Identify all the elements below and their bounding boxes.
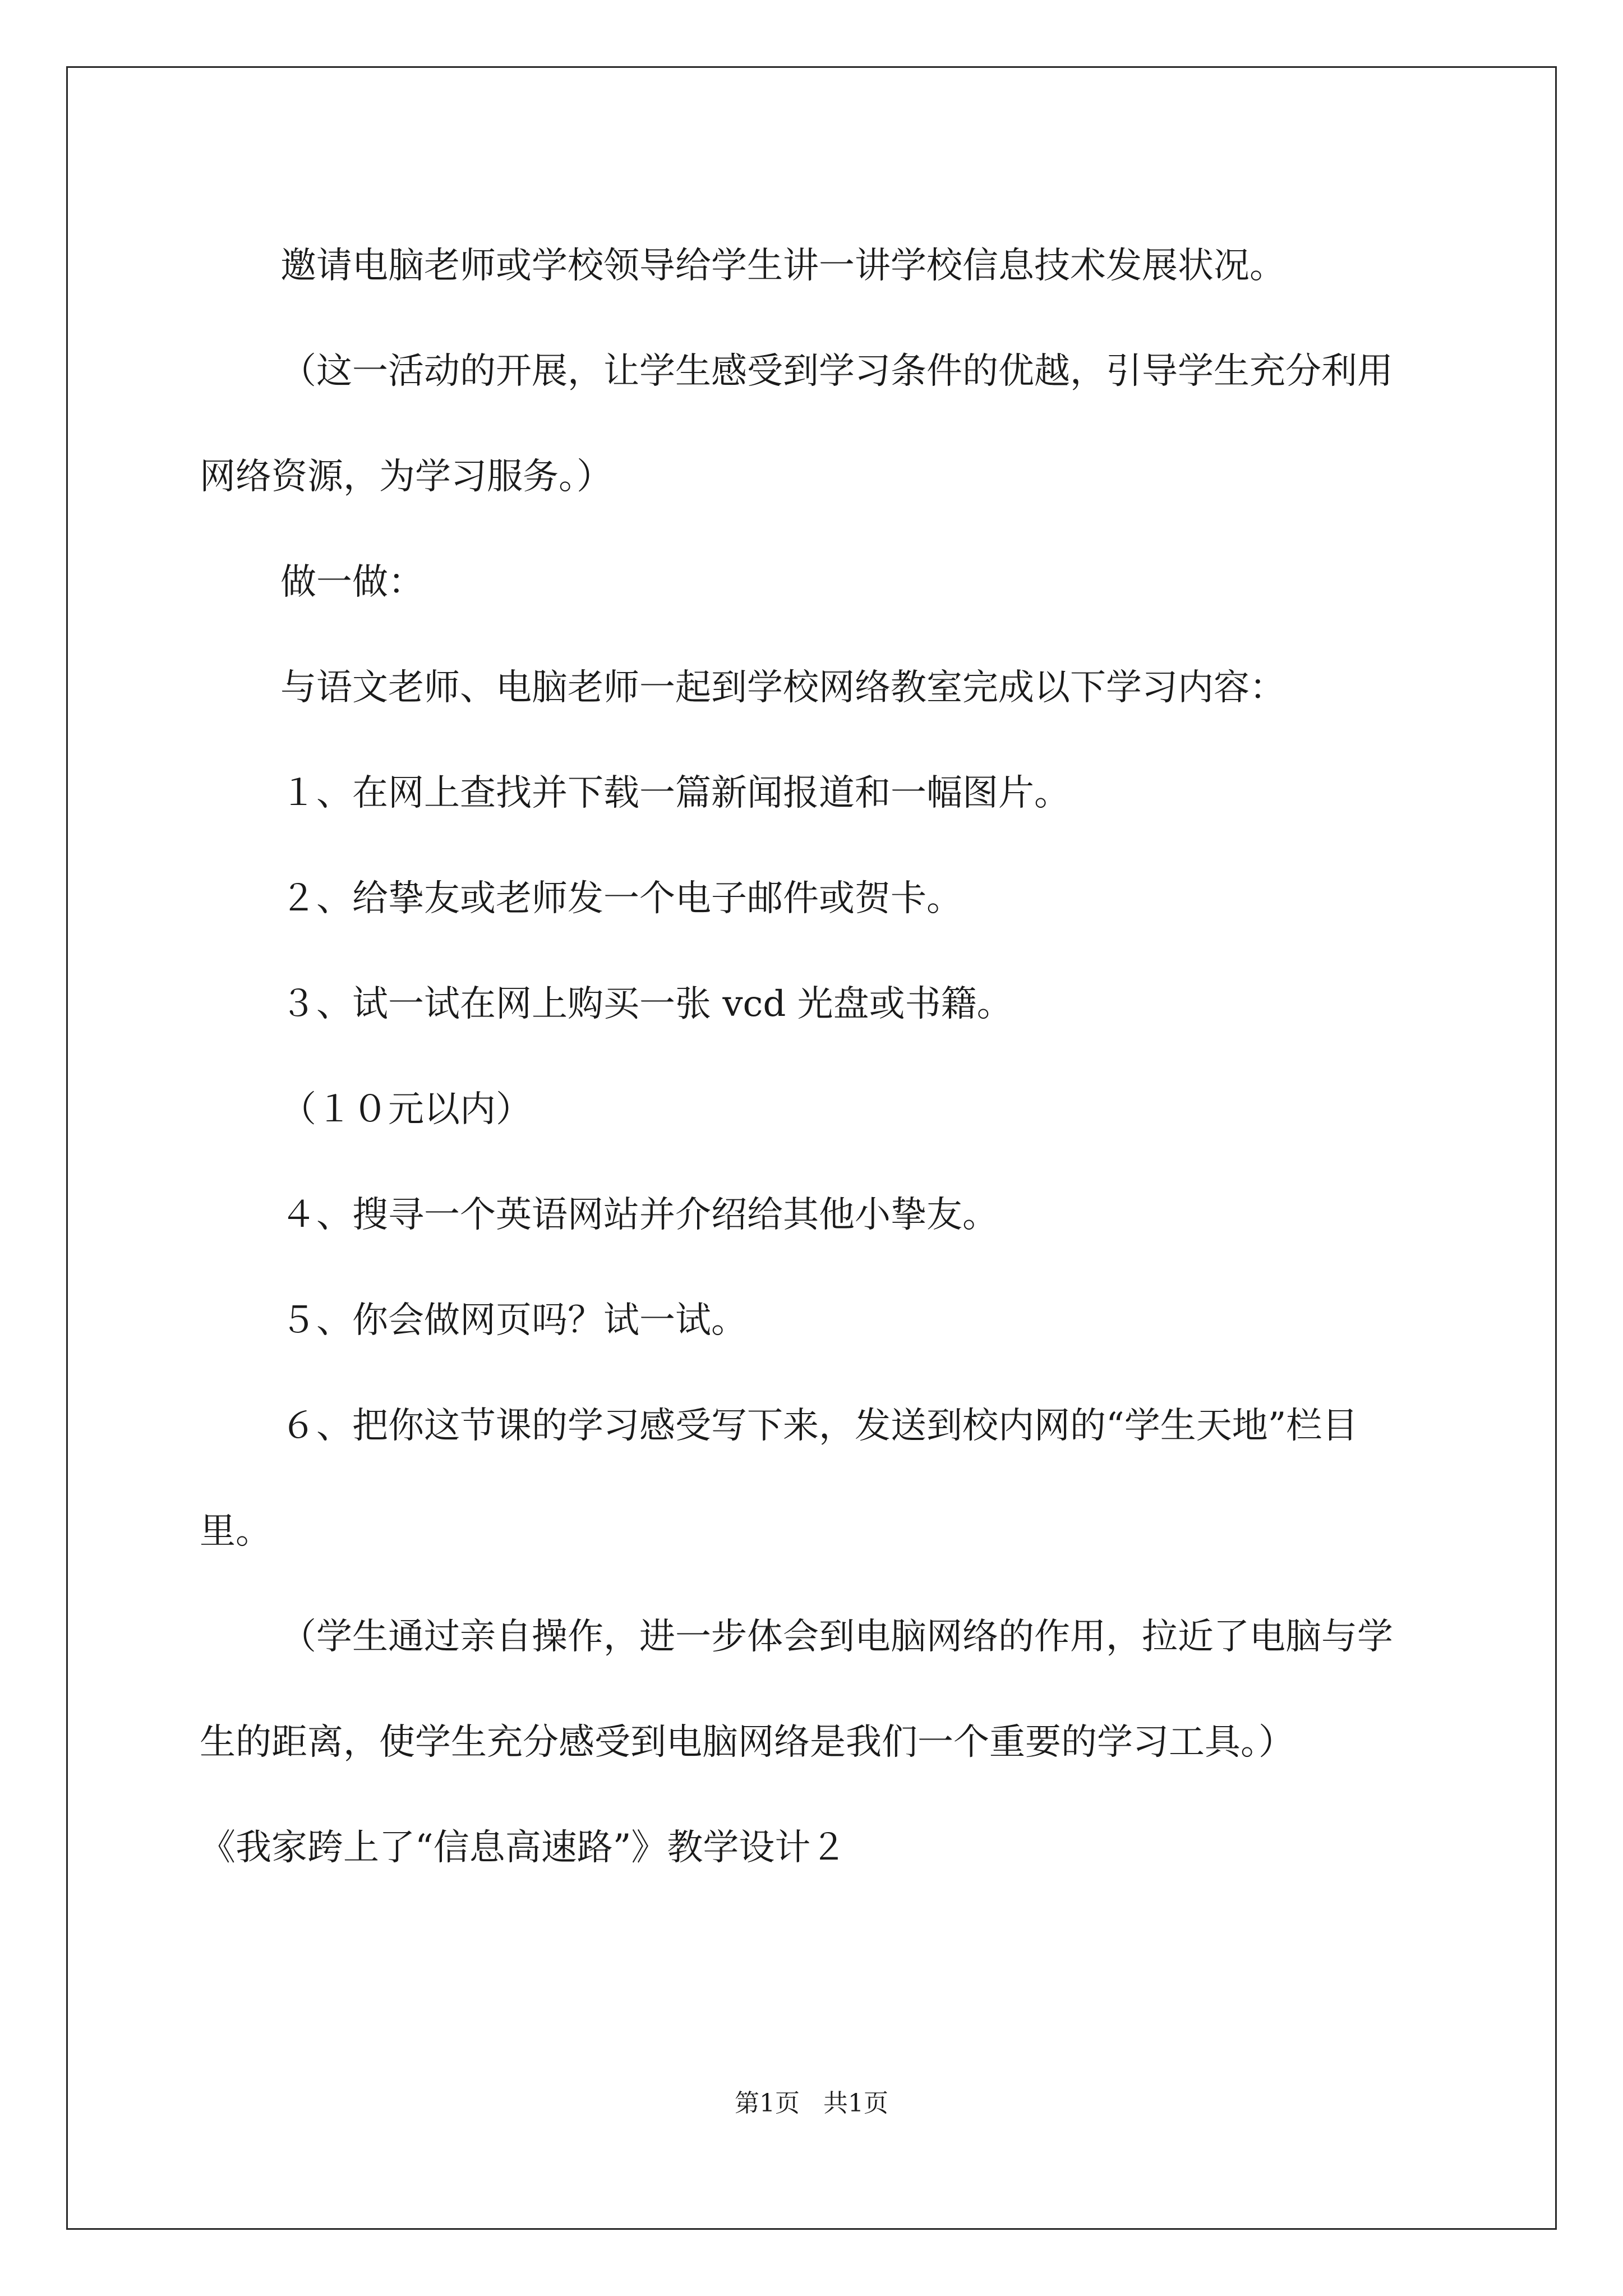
list-item: １、在网上查找并下载一篇新闻报道和一幅图片。 <box>280 772 1070 814</box>
list-item: ２、给挚友或老师发一个电子邮件或贺卡。 <box>280 878 962 919</box>
paragraph: （学生通过亲自操作，进一步体会到电脑网络的作用，拉近了电脑与学生的距离，使学生充分感受到电脑网络是我们一个重要的学习工具。） <box>200 1616 1393 1763</box>
paragraph: 与语文老师、电脑老师一起到学校网络教室完成以下学习内容： <box>280 667 1285 708</box>
paragraph: （１０元以内） <box>280 1089 532 1130</box>
paragraph: 做一做： <box>280 562 424 603</box>
list-item: ４、搜寻一个英语网站并介绍给其他小挚友。 <box>280 1194 998 1236</box>
section-title: 《我家跨上了“信息高速路”》教学设计２ <box>200 1827 847 1869</box>
list-item: ５、你会做网页吗？试一试。 <box>280 1300 747 1341</box>
list-item: ３、试一试在网上购买一张 vcd 光盘或书籍。 <box>280 983 1013 1025</box>
document-body <box>200 213 1428 1901</box>
list-item: ６、把你这节课的学习感受写下来，发送到校内网的“学生天地”栏目里。 <box>200 1405 1358 1552</box>
page-number-current: 第1页 <box>735 2089 800 2118</box>
page-number-total: 共1页 <box>823 2089 888 2118</box>
paragraph: （这一活动的开展，让学生感受到学习条件的优越，引导学生充分利用网络资源，为学习服务。） <box>200 351 1393 498</box>
page-footer <box>0 2087 1623 2120</box>
paragraph: 邀请电脑老师或学校领导给学生讲一讲学校信息技术发展状况。 <box>280 245 1285 287</box>
